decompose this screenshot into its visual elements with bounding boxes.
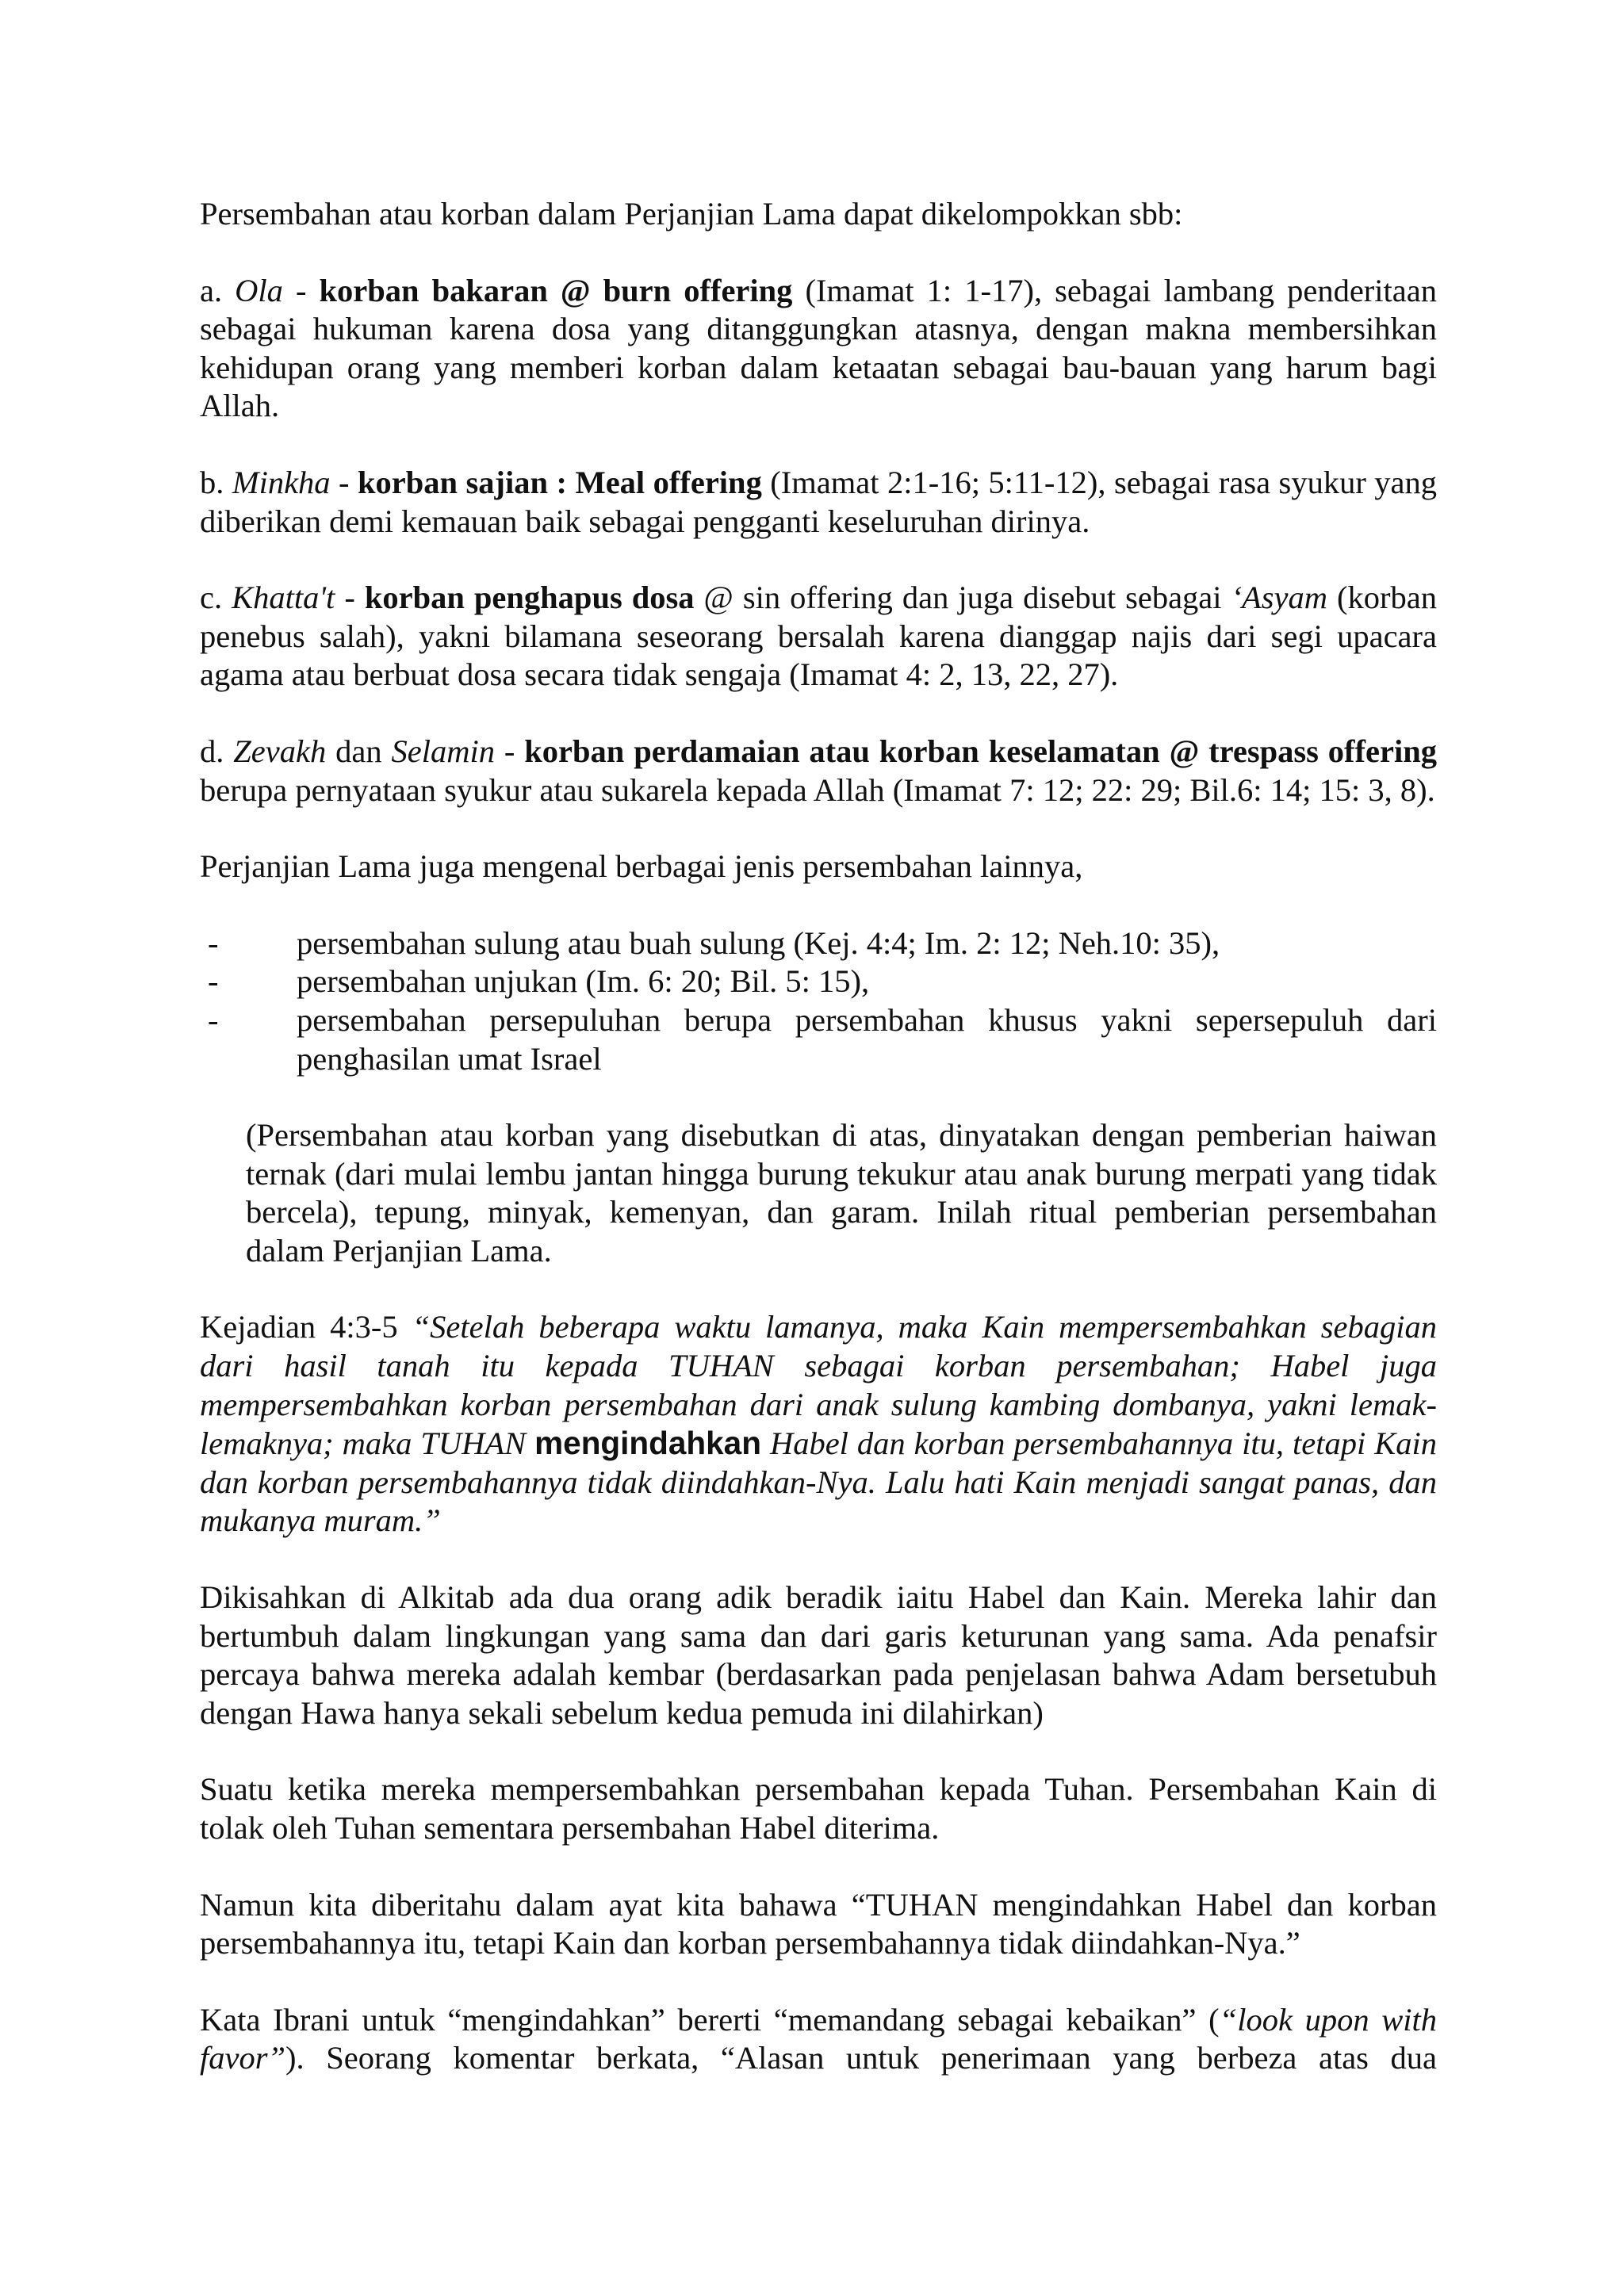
separator: - — [494, 733, 525, 769]
offering-term: Khatta't — [232, 580, 335, 616]
conjunction: dan — [326, 733, 392, 769]
offering-name: korban penghapus dosa — [364, 580, 695, 616]
offering-term: Minkha — [232, 464, 331, 500]
intro-paragraph: Persembahan atau korban dalam Perjanjian Lama dapat dikelompokkan sbb: — [200, 196, 1183, 232]
item-letter: a. — [200, 272, 236, 308]
quote-text-1: “Setelah beberapa waktu lamanya, maka Kain mempersembahkan sebagian dari hasil tanah itu kepada TUHAN sebagai korban persembahan; Habel juga mempersembahkan korban persembahan dari anak sulung kambing dombanya, yakni lemak-lemaknya; maka TUHAN — [200, 1309, 1438, 1462]
offering-item-a — [200, 272, 1437, 426]
offering-mid-text: @ sin offering dan juga disebut sebagai — [694, 580, 1231, 616]
list-dash: - — [208, 924, 219, 961]
list-dash: - — [208, 963, 219, 1000]
offering-term-alt: Selamin — [391, 733, 495, 769]
list-item-text: persembahan sulung atau buah sulung (Kej. 4:4; Im. 2: 12; Neh.10: 35), — [297, 924, 1220, 961]
item-letter: d. — [200, 733, 234, 769]
list-item-text: persembahan persepuluhan berupa persembahan khusus yakni sepersepuluh dari penghasilan umat Israel — [297, 1001, 1437, 1077]
hebrew-text-1: Kata Ibrani untuk “mengindahkan” bererti “memandang sebagai kebaikan” ( — [200, 2001, 1220, 2038]
offerings-note: (Persembahan atau korban yang disebutkan di atas, dinyatakan dengan pemberian haiwan ternak (dari mulai lembu jantan hingga burung tekukur atau anak burung merpati yang tidak bercela), tepung, minyak, kemenyan, dan garam. Inilah ritual pemberian persembahan dalam Perjanjian Lama. — [246, 1117, 1437, 1269]
paragraph-offering-rejected: Suatu ketika mereka mempersembahkan persembahan kepada Tuhan. Persembahan Kain di tolak oleh Tuhan sementara persembahan Habel diterima. — [200, 1771, 1437, 1846]
other-offerings-list — [200, 924, 1437, 1078]
paragraph-hebrew-word — [200, 2001, 1437, 2078]
offering-description: berupa pernyataan syukur atau sukarela kepada Allah (Imamat 7: 12; 22: 29; Bil.6: 14; 15: 3, 8). — [200, 771, 1435, 808]
hebrew-translation: “look upon with favor” — [200, 2001, 1437, 2076]
offering-item-c — [200, 579, 1437, 695]
offering-term: Ola — [235, 272, 283, 308]
paragraph-story: Dikisahkan di Alkitab ada dua orang adik beradik iaitu Habel dan Kain. Mereka lahir dan bertumbuh dalam lingkungan yang sama dan dari garis keturunan yang sama. Ada penafsir percaya bahwa mereka adalah kembar (berdasarkan pada penjelasan bahwa Adam bersetubuh dengan Hawa hanya sekali sebelum kedua pemuda ini dilahirkan) — [200, 1579, 1437, 1731]
list-item-text: persembahan unjukan (Im. 6: 20; Bil. 5: 15), — [297, 963, 870, 1000]
offering-item-d — [200, 733, 1437, 809]
list-item — [200, 1001, 1437, 1078]
item-letter: c. — [200, 580, 232, 616]
quote-text-2: Habel dan korban persembahannya itu, tetapi Kain dan korban persembahannya tidak diindahkan-Nya. Lalu hati Kain menjadi sangat panas, dan mukanya muram.” — [200, 1425, 1437, 1539]
offering-term-alt: ‘Asyam — [1231, 580, 1328, 616]
scripture-quote — [200, 1308, 1437, 1540]
offering-item-b — [200, 464, 1437, 541]
offering-name: korban sajian : Meal offering — [358, 464, 762, 500]
offering-description: (korban penebus salah), yakni bilamana seseorang bersalah karena dianggap najis dari segi upacara agama atau berbuat dosa secara tidak sengaja (Imamat 4: 2, 13, 22, 27). — [200, 580, 1437, 693]
list-item — [200, 924, 1437, 963]
item-letter: b. — [200, 464, 232, 500]
offering-term: Zevakh — [233, 733, 327, 769]
list-item — [200, 962, 1437, 1001]
separator: - — [330, 464, 358, 500]
hebrew-text-2: ). Seorang komentar berkata, “Alasan untuk penerimaan yang berbeza atas dua — [285, 2040, 1437, 2076]
offering-name: korban perdamaian atau korban keselamatan @ trespass offering — [524, 733, 1438, 769]
scripture-reference: Kejadian 4:3-5 — [200, 1309, 412, 1345]
page-body — [200, 195, 1437, 2116]
offering-name: korban bakaran @ burn offering — [319, 272, 793, 308]
other-offerings-intro: Perjanjian Lama juga mengenal berbagai jenis persembahan lainnya, — [200, 848, 1083, 885]
separator: - — [335, 580, 365, 616]
separator: - — [282, 272, 320, 308]
quote-emphasis: mengindahkan — [534, 1425, 761, 1462]
offering-description: (Imamat 1: 1-17), sebagai lambang penderitaan sebagai hukuman karena dosa yang ditanggungkan atasnya, dengan makna membersihkan kehidupan orang yang memberi korban dalam ketaatan sebagai bau-bauan yang harum bagi Allah. — [200, 272, 1437, 424]
list-dash: - — [208, 1001, 219, 1038]
offering-description: (Imamat 2:1-16; 5:11-12), sebagai rasa syukur yang diberikan demi kemauan baik sebagai pengganti keseluruhan dirinya. — [200, 464, 1438, 539]
paragraph-verse: Namun kita diberitahu dalam ayat kita bahawa “TUHAN mengindahkan Habel dan korban persembahannya itu, tetapi Kain dan korban persembahannya tidak diindahkan-Nya.” — [200, 1886, 1437, 1961]
